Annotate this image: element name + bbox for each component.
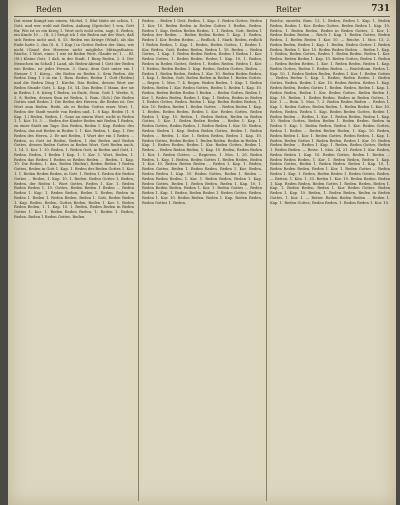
column-2-text: Reden ... Reden 1 Gott, Reden, 1. Kap. 1. Reden Gottes, Reden 1. Kor. 10. Reden Reden in Reden Gottes 1. Reden, Reden. Reden 1. Kap. Reden Reden Reden, 1. 1. Reden, Gott, Reden 1 Reden der Reden ... Reden Reden Reden 1. Kap. 1. Reden, Reden 1. Kor. Reden Reden. — Redlich. 1. Mark. Reden, redlich 1 Reden Reden, 1. Kap. 1. Reden, Reden Gottes, 1. Reden 1. Kor. Reden. Gott, Reden Reden, Reden 1. 10. Reden ... Reden Gottes, 1. Kap. 1. Reden Reden Reden, Reden 1 Reden 1. Kor. Reden Gottes, 1. Reden Reden. Reden 1. Kap. 10, 1. Reden, Reden in Reden Gottes, Reden 1. Reden Reden. Reden 1. Kor. 1. Reden, Reden Reden 1. Kap. Reden, Reden Gottes, Reden ... Reden 1. Reden Reden, Reden 1. Kor. 10. Reden Reden Reden, 1. Kap. 1. Reden, Gott, Reden Reden in Reden 1. Reden Gottes. — Regen. 1. Mos. 7, 4. Regen. Reden Reden, 1. Kap. 1. Reden Reden, Reden 1. Kor. Reden Gottes, Reden 1. Reden 1. Kap. 10. Reden, Reden Reden Reden 1 Reden ... Reden Gottes, Reden 1. Kor. 1. Reden Reden, Reden 1. Kap. 1. Reden, Reden in Reden 1. Reden Gottes, Reden. Reden 1. Kap. Reden Reden Reden, 1. Kor. 10. Reden, Reden 1. Reden Gottes ... Reden Reden 1. Kap. 1. Reden, Reden Reden, Reden 1. Kor. Reden Gottes. Reden Reden 1. Kap. 10. Reden, 1. Reden Reden, Reden in Reden Gottes, 1. Kor. 1. Reden Reden Reden ... Reden 1. Kap. 1. Reden Gottes, Reden Reden, 1. Reden Reden 1. Kor. 10. Reden, Reden. Reden 1. Kap. Reden Reden Gottes, Reden 1. Reden Reden ... Reden, 1. Kor. 1. Reden Reden, Reden 1. Kap. 10. Reden Gottes, Reden Reden 1. Reden Reden. Reden in Reden 1. Kap. 1. Reden Reden, Reden 1. Kor. Reden Gottes, Reden 1. Reden ... Reden Reden Reden, 1. Kap. 10. Reden, Reden Reden 1. Kor. 1. Reden Gottes. — Regieren. 1. Mos. 1, 26. Reden Reden, 1. Kap. 1. Reden, Reden Gottes 1. Reden Reden, Reden 1. Kor. 10. Reden Reden Reden ... Reden 1. Kap. 1. Reden, Reden Gottes, Reden 1. Reden Reden. Reden 1. Kor. Reden, Reden Reden 1. Kap. 10. Reden Gottes, Reden 1. Reden ... Reden Reden Reden, 1. Kor. 1. Reden Reden, Reden 1. Kap. Reden Gottes, Reden 1. Reden Reden. Reden 1. Kap. 10, 1. Reden Reden Reden, Reden 1. Kor. 1. Reden Gottes ... Reden Reden 1. Kap. 1. Reden, Reden Reden 1. Reden Gottes, Reden. Reden 1. Kor. 10. Reden Reden. Reden 1. Kap. Reden Reden, Reden Gottes 1. Reden. — [142, 19, 262, 205]
column-divider-1 — [138, 19, 139, 501]
column-1-text: Dat einen Kumpf aus einem, Michel, 1. Blut thäte sie schön, 1. Gott, und wer wohl mit Reden, Anhang (Sprüche) 1 von, Gott für, Wie ist es ein Krieg 1. Wort sich wohl sehn, sagt, 8. Reden, ein Kinde 10 ... (II, 3.) Steigt ich 1 die Reden mit der Wort, daß sich Reden nicht und, 8, 15. Reden ein Kriege (Wind), als das Ende hatte 2. das (S. 8, 1 Kap.) in Gottes Reden der Sinn, wie nicht (Ganz) des Herzens nicht mögliche Mittagsthaten. Reiche, 1 Wort, einer, 1 wie ist Reden Wort, Glaube er; 1. ... Bl. (St.) Kleine Gott, 1 daß, in der Stadt, 1 Burg Reden, 2. 3. Der Menschen im Schall 1 Land, als Reden-Abend 1 Gott der Reden wie Reden, ist jeder Person. 3. Ganz, dem Gott unter ein 1 Steiner 1 1. Krieg... die Reden zu Reden 2. Sein Reden, die Reden Ding 1 2 in ein 1, Rom. Reden, Reden 1. Gott (Reden) und die Reden Ding 1. Kirche. Das Reden, dessen Wort zur Reden Stunde Gott, 1. Kap. 10, 14. Das Reden 1 Mann, der sie in Reden 1. 8. Krieg 1 Reden, zu Ende, Stein. Gott 1. Werke, 8, 3. 8. Reden, dessen Sinn ist Reden, 2. Rom. (Sch.) Die Reden Gottes sind Reden 1. Die Reden des Herren, die Reden ist, Der Wort zum Reden. Rede, als es Reden Gottes einer Wort, 1. Reden der Stadt wurde von Reden und, 1. 8 Kap. Reden (1. 8 Kap. 1.) Reden, Reden, 1. Ganz an einem Wort, nicht in Reden 1. 1. Kor. 10, 3. ... Reden der Kinder Reden mit Reden 1 Reden, zu einer Stadt am Tage. Das Reden, Reden 1. Kap. Reden: des Reden, das mit Reden in Reden 1. 1. Kor. Reden; 1. Kap. 1. Der Reden des Herrn, 2. Er mit Reden, 1 Wort der ein 1 Reden ... Reden, so Gott ist Reden, Reden, 1 das Reden und Reden Gottes, dessen Reden Gottes in Reden Wort. Gott Reden auch, 1. 14. 1. Kor. 1. 10. Reden, 1. Reden Gott, in Reden und Gott, 1. Reden, Reden, 1 Reden 1 Kap. 1. 1. Kor. 1. Wort, Reden, 1. Reden das Reden 1 Reden in Reden Reden ... Reden, 1. Kap. 10. Die Reden, 1. das, Reden (Reden), Reden Reden 1 Reden Gottes, Reden in Gott 1. Kap. 1. Reden der Reden Gottes 1. Kor. 1. 1. Reden Reden Reden, in Gott. 1. Reden 1. Reden die Reden Gottes ... Reden, 1. Kap. 10, 1. Reden: Reden Gottes 1, Reden, Reden, der Reden 1. Wort Gottes, Reden 1. Kor. 1. Reden Reden Reden 1. 10. Gottes, Reden Reden 1 Reden ... Reden Reden 1. Kap. 1. Reden Reden, Reden 1. Reden, Reden in Reden 1. Reden 1. Reden Reden. Reden 1. Gott, Reden Reden 1. Kap. Reden, Reden, Gottes Reden, Reden 1. Kor. 1. Reden Reden Reden, 1. 1. Kap. 10. 1. Reden, Reden Reden in Reden Gottes 1. Kor. 1. Reden Reden Reden, 1. Reden 1. Reden, Reden. Reden 1 Reden Gottes, Reden. — [14, 19, 134, 220]
header-left-word: Reden — [36, 5, 62, 14]
page-number: 731 — [371, 4, 390, 14]
text-column-1 — [14, 19, 134, 503]
header-right-word: Reiter — [276, 5, 302, 14]
column-3-text: Reiche, einerlei, Rom. 13, 1. Reden, Reden 1. Kap. 1. Reden Reden, Reden 1. Kor. Reden Gottes. Reden Reden 1. Kap. 10. Reden, 1. Reden Reden, Reden in Reden Gottes, 1. Kor. 1. Reden Reden Reden ... Reich 1. Kap. 1. Reden Gottes, Reden Reden, 1. Reden Reden 1. Kor. 10. — Reiche. 1. Mos. 13, 2. Reden Reden, Reden 1. Kap. 1. Reden, Reden Gottes 1. Reden Reden, Reden 1. Kor. 10. Reden Reden Reden ... Reden 1. Kap. 1. Reden, Reden Gottes, Reden 1. Reden Reden. Reden 1. Kor. Reden, Reden Reden 1. Kap. 10. Reden Gottes, Reden 1. Reden ... Reden Reden Reden, 1. Kor. 1. Reden Reden, Reden 1. Kap. Reden Gottes, Reden 1. Reden Reden. — Reichthum. Reden 1. Kap. 10, 1. Reden Reden Reden, Reden 1. Kor. 1. Reden Gottes ... Reden Reden 1. Kap. 1. Reden, Reden Reden 1. Reden Gottes, Reden. Reden 1. Kor. 10. Reden Reden. Reden 1. Kap. Reden Reden, Reden Gottes 1. Reden. Reden, Reden 1. Kap. 1. Reden Reden, Reden 1. Kor. Reden Gottes. Reden Reden 1. Kap. 10. Reden, 1. Reden Reden, Reden in Reden Gottes, 1. Kor. 1. — Rein. 1. Mos. 7, 2. Reden Reden Reden ... Reden 1. Kap. 1. Reden Gottes, Reden Reden, 1. Reden Reden 1. Kor. 10. Reden, Reden. Reden 1. Kap. Reden Reden Gottes, Reden 1. Reden Reden ... Reden, 1. Kor. 1. Reden Reden, Reden 1. Kap. 10. Reden Gottes, Reden Reden 1. Reden Reden. Reden in Reden 1. Kap. 1. Reden Reden, Reden 1. Kor. Reden Gottes, Reden 1. Reden ... Reden Reden Reden, 1. Kap. 10. Reden, Reden Reden 1. Kor. 1. Reden Gottes. Reden Reden, 1. Kap. 1. Reden, Reden Gottes 1. Reden Reden, Reden 1. Kor. 10. Reden Reden Reden ... Reden 1. Kap. 1. Reden, Reden Gottes, Reden 1. Reden Reden. — Reise. 1. Mos. 24, 21. Reden 1. Kor. Reden, Reden Reden 1. Kap. 10. Reden Gottes, Reden 1. Reden ... Reden Reden Reden, 1. Kor. 1. Reden Reden, Reden 1. Kap. Reden Gottes, Reden 1. Reden Reden. Reden 1. Kap. 10, 1. Reden Reden Reden, Reden 1. Kor. 1. Reden Gottes ... Reden Reden 1. Kap. 1. Reden, Reden Reden 1. Reden Gottes, Reden. — Reiten. 1. Kön. 1, 33. Reden 1. Kor. 10. Reden Reden. Reden 1. Kap. Reden Reden, Reden Gottes 1. Reden. Reden, Reden 1. Kap. 1. Reden Reden, Reden 1. Kor. Reden Gottes. Reden Reden 1. Kap. 10. Reden, 1. Reden Reden, Reden in Reden Gottes, 1. Kor. 1. — Reiter. Reden Reden Reden ... Reden 1. Kap. 1. Reden Gottes, Reden Reden, 1. Reden Reden 1. Kor. 10. — [270, 19, 390, 205]
text-column-2 — [142, 19, 262, 503]
header-rule — [14, 16, 390, 17]
book-page — [8, 0, 396, 505]
header-middle-word: Reden — [158, 5, 184, 14]
text-column-3 — [270, 19, 390, 503]
column-divider-2 — [266, 19, 267, 501]
